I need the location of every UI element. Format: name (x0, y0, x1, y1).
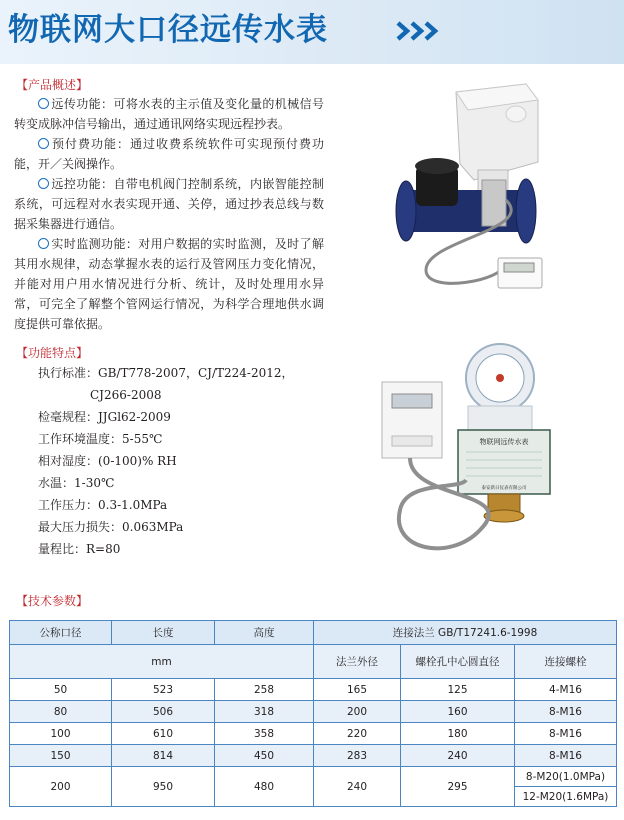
overview-text (14, 94, 324, 334)
sub-col-header: 法兰外径 (314, 645, 401, 679)
cell: 258 (215, 679, 314, 701)
cell: 8-M16 (515, 723, 617, 745)
sub-col-header: 螺栓孔中心圆直径 (401, 645, 515, 679)
paragraph-text: 可将水表的主示值及变化量的机械信号转变成脉冲信号输出，通过通讯网络实现远程抄表。 (14, 97, 324, 131)
cell: 160 (401, 701, 515, 723)
paragraph-label: 预付费功能： (51, 137, 130, 151)
header-band (0, 0, 624, 64)
paragraph-label: 远控功能： (51, 177, 114, 191)
feature-item: 水温：1-30℃ (38, 476, 115, 490)
col-header: 长度 (112, 621, 215, 645)
cell: 523 (112, 679, 215, 701)
feature-item: CJ266-2008 (90, 388, 162, 402)
cell: 480 (215, 767, 314, 807)
feature-item: 检毫规程：JJGl62-2009 (38, 410, 171, 424)
col-header: 高度 (215, 621, 314, 645)
cell: 8-M16 (515, 745, 617, 767)
paragraph-text: 对用户数据的实时监测，及时了解其用水规律，动态掌握水表的运行及管网压力变化情况，并能对用户用水情况进行分析、统计，及时处理用水异常，可完全了解整个管网运行情况，为科学合理地供水调度提供可靠依据。 (14, 237, 324, 331)
cell: 814 (112, 745, 215, 767)
cell: 240 (314, 767, 401, 807)
page-title: 物联网大口径远传水表 (8, 12, 328, 48)
cell: 100 (10, 723, 112, 745)
paragraph-text: 自带电机阀门控制系统，内嵌智能控制系统，可远程对水表实现开通、关停，通过抄表总线与数据采集器进行通信。 (14, 177, 324, 231)
table-row (10, 679, 617, 701)
nameplate-maker: 泰安新日仪表有限公司 (481, 486, 527, 491)
overview-paragraph (14, 234, 324, 334)
overview-paragraph (14, 94, 324, 134)
cell: 450 (215, 745, 314, 767)
table-row (10, 701, 617, 723)
cell: 318 (215, 701, 314, 723)
cell: 80 (10, 701, 112, 723)
cell: 240 (401, 745, 515, 767)
table-row (10, 745, 617, 767)
feature-item: 执行标准：GB/T778-2007，CJ/T224-2012， (38, 366, 294, 380)
cell: 50 (10, 679, 112, 701)
paragraph-label: 实时监测功能： (51, 237, 139, 251)
meter-with-display-photo (370, 340, 566, 588)
nameplate-title: 物联网远传水表 (479, 438, 529, 446)
paragraph-label: 远传功能： (51, 97, 114, 111)
feature-item: 量程比：R=80 (38, 542, 121, 556)
cell: 165 (314, 679, 401, 701)
feature-item: 相对湿度：(0-100)% RH (38, 454, 177, 468)
cell: 950 (112, 767, 215, 807)
table-subheader-row (10, 645, 617, 679)
cell: 4-M16 (515, 679, 617, 701)
specs-heading: 【技术参数】 (16, 594, 89, 608)
cell: 295 (401, 767, 515, 807)
cell: 200 (314, 701, 401, 723)
cell: 180 (401, 723, 515, 745)
overview-paragraph (14, 134, 324, 174)
cell: 610 (112, 723, 215, 745)
circle-bullet-icon (38, 98, 49, 109)
table-header-row (10, 621, 617, 645)
col-header: 公称口径 (10, 621, 112, 645)
circle-bullet-icon (38, 238, 49, 249)
overview-heading: 【产品概述】 (16, 78, 89, 92)
cell: 150 (10, 745, 112, 767)
cell: 283 (314, 745, 401, 767)
table-row (10, 723, 617, 745)
cell: 125 (401, 679, 515, 701)
table-row (10, 767, 617, 787)
overview-paragraph (14, 174, 324, 234)
cell: 8-M16 (515, 701, 617, 723)
circle-bullet-icon (38, 178, 49, 189)
feature-item: 工作环境温度：5-55℃ (38, 432, 163, 446)
unit-label: mm (10, 645, 314, 679)
triple-chevron-right-icon (396, 20, 442, 42)
circle-bullet-icon (38, 138, 49, 149)
cell: 8-M20(1.0MPa) (515, 767, 617, 787)
cell: 12-M20(1.6MPa) (515, 787, 617, 807)
cell: 200 (10, 767, 112, 807)
feature-item: 工作压力：0.3-1.0MPa (38, 498, 168, 512)
paragraph-text: 通过收费系统软件可实现预付费功能，开／关阀操作。 (14, 137, 324, 171)
cell: 358 (215, 723, 314, 745)
features-heading: 【功能特点】 (16, 346, 89, 360)
large-meter-photo (386, 80, 550, 310)
cell: 506 (112, 701, 215, 723)
feature-list (38, 362, 308, 560)
feature-item: 最大压力损失：0.063MPa (38, 520, 184, 534)
cell: 220 (314, 723, 401, 745)
sub-col-header: 连接螺栓 (515, 645, 617, 679)
col-header: 连接法兰 GB/T17241.6-1998 (314, 621, 617, 645)
spec-table (9, 620, 617, 807)
